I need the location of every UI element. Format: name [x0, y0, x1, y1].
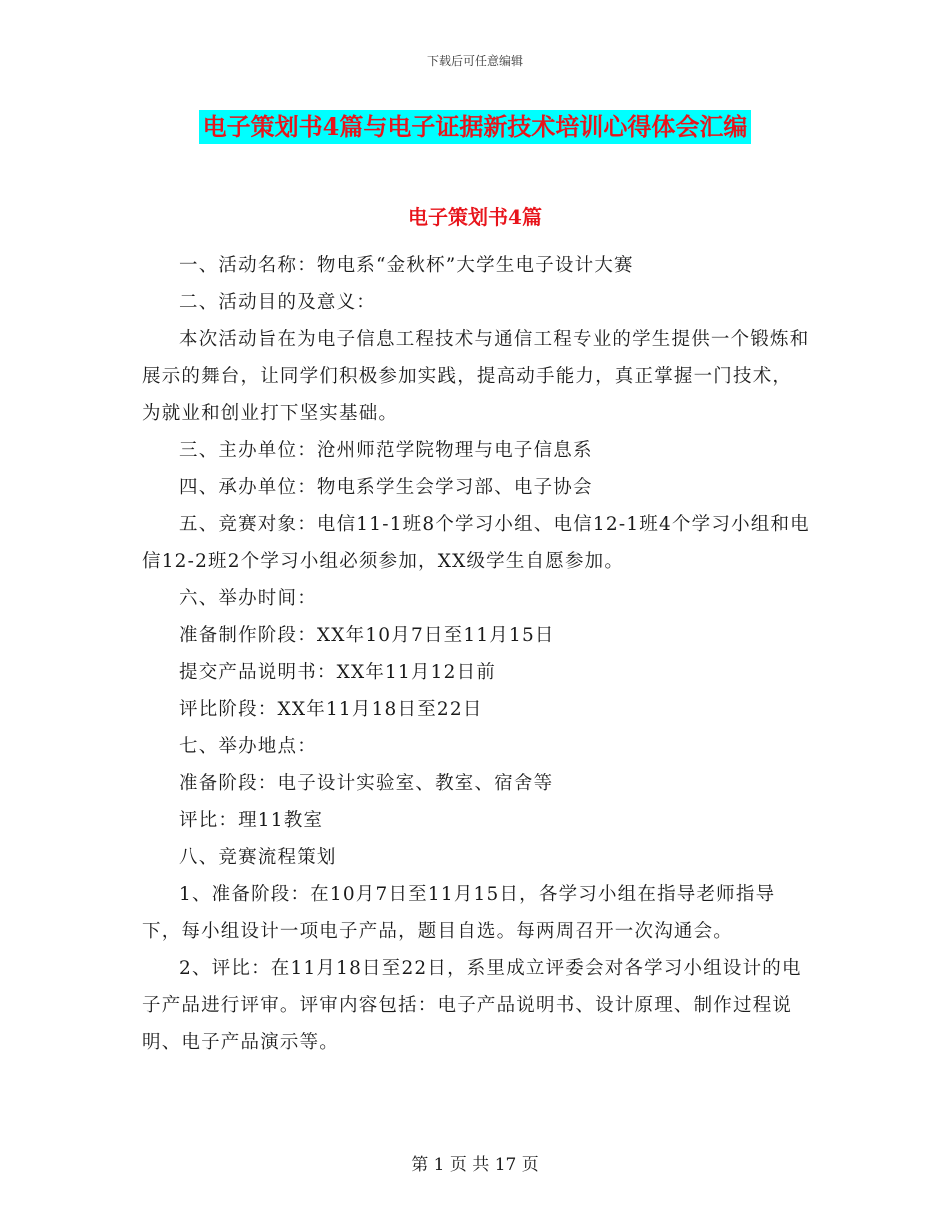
document-body [142, 247, 810, 1061]
page-number: 第 1 页 共 17 页 [411, 1155, 539, 1175]
paragraph: 四、承办单位：物电系学生会学习部、电子协会 [179, 477, 593, 498]
paragraph: 二、活动目的及意义： [179, 292, 377, 313]
section-title: 电子策划书4篇 [408, 205, 542, 229]
paragraph: 三、主办单位：沧州师范学院物理与电子信息系 [179, 440, 593, 461]
document-title: 电子策划书4篇与电子证据新技术培训心得体会汇编 [199, 110, 752, 144]
paragraph: 七、举办地点： [179, 736, 317, 757]
paragraph: 本次活动旨在为电子信息工程技术与通信工程专业的学生提供一个锻炼和展示的舞台，让同学们积极参加实践，提高动手能力，真正掌握一门技术，为就业和创业打下坚实基础。 [142, 329, 810, 424]
document-title-block [0, 110, 950, 144]
paragraph: 一、活动名称：物电系“金秋杯”大学生电子设计大赛 [179, 255, 634, 276]
paragraph: 准备制作阶段：XX年10月7日至11月15日 [179, 625, 555, 646]
paragraph: 2、评比：在11月18日至22日，系里成立评委会对各学习小组设计的电子产品进行评审。评审内容包括：电子产品说明书、设计原理、制作过程说明、电子产品演示等。 [142, 958, 802, 1053]
paragraph: 评比阶段：XX年11月18日至22日 [179, 699, 483, 720]
page-header [0, 53, 950, 69]
header-note: 下载后可任意编辑 [426, 54, 523, 68]
paragraph: 五、竞赛对象：电信11-1班8个学习小组、电信12-1班4个学习小组和电信12-2班2个学习小组必须参加，XX级学生自愿参加。 [142, 514, 810, 572]
paragraph: 八、竞赛流程策划 [179, 847, 337, 868]
page-footer [0, 1153, 950, 1177]
paragraph: 准备阶段：电子设计实验室、教室、宿舍等 [179, 773, 554, 794]
paragraph: 提交产品说明书：XX年11月12日前 [179, 662, 497, 683]
paragraph: 六、举办时间： [179, 588, 317, 609]
paragraph: 评比：理11教室 [179, 810, 324, 831]
paragraph: 1、准备阶段：在10月7日至11月15日，各学习小组在指导老师指导下，每小组设计一项电子产品，题目自选。每两周召开一次沟通会。 [142, 884, 776, 942]
